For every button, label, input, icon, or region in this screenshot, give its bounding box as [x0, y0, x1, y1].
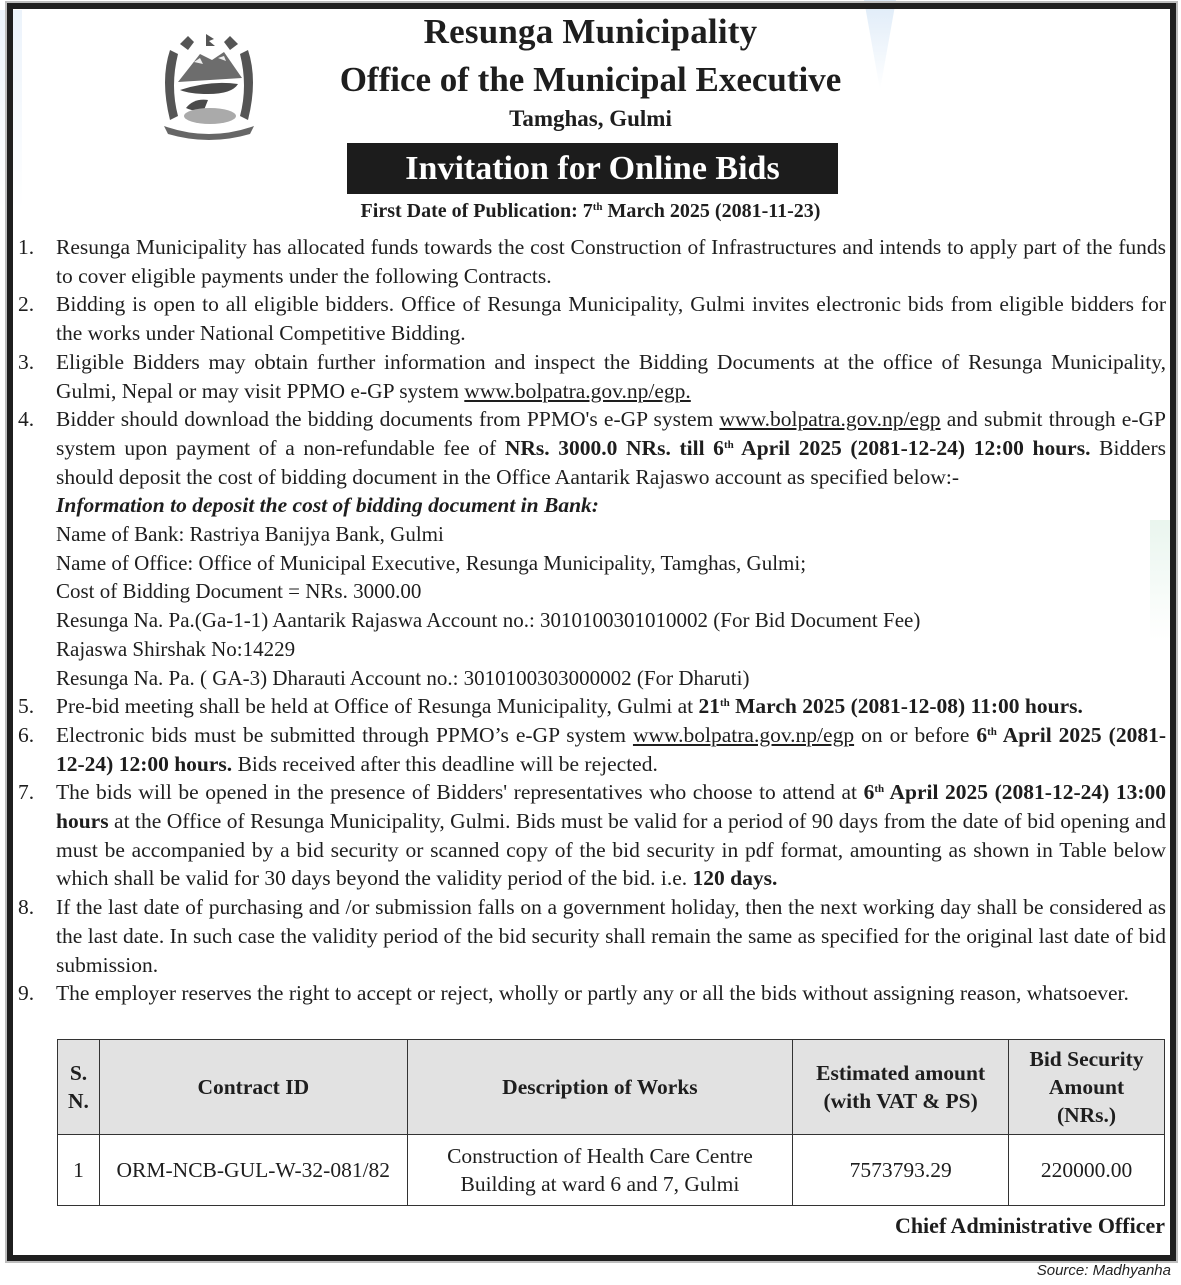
- organization-name: Resunga Municipality: [423, 12, 758, 51]
- opening-date-part: April 2025 (2081-12-24) 13:00 hours: [56, 780, 1166, 834]
- header-text: Amount: [1048, 1075, 1125, 1099]
- column-header-description: Description of Works: [407, 1040, 793, 1135]
- column-header-estimate: [793, 1040, 1009, 1135]
- egp-link[interactable]: www.bolpatra.gov.np/egp: [632, 722, 855, 747]
- item-number: 1.: [18, 235, 35, 259]
- opening-date-part: 6: [863, 780, 875, 805]
- egp-link[interactable]: www.bolpatra.gov.np/egp: [719, 407, 941, 432]
- egp-link[interactable]: www.bolpatra.gov.np/egp.: [464, 378, 691, 403]
- list-item: [18, 405, 1166, 491]
- source-credit: Source: Madhyanha: [1036, 1262, 1171, 1279]
- bank-info-heading: Information to deposit the cost of bidding document in Bank:: [56, 493, 599, 518]
- item-text-part: and submit through e-GP system upon payment of a non-refundable fee of: [56, 407, 1166, 460]
- item-text-part: The bids will be opened in the presence of Bidders' representatives who choose to attend at: [56, 780, 864, 805]
- validity-days: 120 days.: [692, 866, 778, 891]
- item-text-part: Bidder should download the bidding documents from PPMO's e-GP system: [56, 407, 720, 432]
- description-line: Construction of Health Care Centre: [447, 1144, 753, 1168]
- ordinal-sup: th: [723, 438, 734, 451]
- revenue-account: Resunga Na. Pa.(Ga-1-1) Aantarik Rajaswa Account no.: 3010100301010002 (For Bid Document Fee): [56, 608, 921, 633]
- signatory-title: Chief Administrative Officer: [894, 1213, 1165, 1238]
- cell-sn: 1: [58, 1135, 100, 1206]
- header-text: (with VAT & PS): [823, 1089, 978, 1113]
- list-item: [18, 979, 1166, 1008]
- table-header-row: [58, 1040, 1165, 1135]
- fee-deadline-part: April 2025 (2081-12-24) 12:00 hours.: [733, 435, 1091, 460]
- item-text-part: Bids received after this deadline will be rejected.: [232, 751, 658, 776]
- item-text: Bidding is open to all eligible bidders. Office of Resunga Municipality, Gulmi invites electronic bids from eligible bidders for the works under National Competitive Bidding.: [56, 292, 1166, 346]
- item-text: The employer reserves the right to accept or reject, wholly or partly any or all the bids without assigning reason, whatsoever.: [56, 981, 1129, 1006]
- office-location: Tamghas, Gulmi: [509, 106, 672, 131]
- submission-deadline-part: April 2025 (2081-12-24) 12:00 hours.: [56, 722, 1166, 776]
- publication-date-rest: March 2025 (2081-11-23): [602, 200, 821, 222]
- item-text-part: Electronic bids must be submitted through PPMO’s e-GP system: [56, 722, 633, 747]
- header-text: Estimated amount: [816, 1061, 986, 1085]
- item-number: 5.: [18, 694, 35, 719]
- office-name-line: Name of Office: Office of Municipal Executive, Resunga Municipality, Tamghas, Gulmi;: [56, 550, 807, 575]
- list-item: [18, 893, 1166, 979]
- publication-date-sup: th: [592, 201, 603, 213]
- ordinal-sup: th: [987, 725, 997, 738]
- item-text-part: Pre-bid meeting shall be held at Office of Resunga Municipality, Gulmi at: [56, 694, 699, 719]
- list-item: [18, 290, 1166, 347]
- item-text: [56, 778, 1166, 893]
- table-row: [58, 1135, 1165, 1206]
- item-number: 7.: [18, 780, 35, 805]
- header-text: Bid Security: [1029, 1047, 1144, 1071]
- cell-contract-id: ORM-NCB-GUL-W-32-081/82: [99, 1135, 407, 1206]
- prebid-date: [698, 694, 1082, 718]
- item-text: [56, 692, 1166, 721]
- item-number: 3.: [18, 349, 35, 374]
- header-text: N.: [68, 1089, 89, 1113]
- column-header-contract-id: Contract ID: [99, 1040, 407, 1135]
- prebid-date-part: March 2025 (2081-12-08) 11:00 hours.: [729, 694, 1083, 719]
- list-item: [18, 778, 1166, 893]
- item-text-part: Bidders should deposit the cost of bidding document in the Office Aantarik Rajaswo account as specified below:-: [56, 435, 1166, 489]
- submission-deadline-part: 6: [976, 722, 988, 747]
- description-line: Building at ward 6 and 7, Gulmi: [460, 1172, 740, 1196]
- prebid-date-part: 21: [698, 694, 720, 719]
- header-text: S.: [69, 1061, 88, 1085]
- office-name: Office of the Municipal Executive: [339, 60, 842, 99]
- header-text: (NRs.): [1056, 1103, 1117, 1127]
- document-cost: Cost of Bidding Document = NRs. 3000.00: [56, 579, 422, 604]
- fee-deadline: [505, 436, 1091, 460]
- revenue-heading-number: Rajaswa Shirshak No:14229: [56, 636, 296, 661]
- contracts-table: [57, 1039, 1165, 1206]
- cell-estimate: 7573793.29: [793, 1135, 1009, 1206]
- item-text: [56, 405, 1166, 491]
- list-item: [18, 721, 1166, 778]
- list-item: [18, 692, 1166, 721]
- column-header-bid-security: [1009, 1040, 1165, 1135]
- notice-body: [18, 233, 1166, 1008]
- cell-description: [407, 1135, 793, 1206]
- item-text: [56, 721, 1166, 778]
- item-text-part: Eligible Bidders may obtain further information and inspect the Bidding Documents at the office of Resunga Municipality, Gulmi, Nepal or may visit PPMO e-GP system: [56, 349, 1166, 403]
- cell-bid-security: 220000.00: [1009, 1135, 1165, 1206]
- item-number: 2.: [18, 292, 35, 317]
- list-item: [18, 348, 1166, 405]
- deposit-account: Resunga Na. Pa. ( GA-3) Dharauti Account no.: 3010100303000002 (For Dharuti): [56, 665, 750, 690]
- column-header-sn: [58, 1040, 100, 1135]
- notice-title-banner: Invitation for Online Bids: [347, 143, 838, 194]
- list-item: [18, 233, 1166, 290]
- publication-date: [0, 200, 1181, 223]
- item-number: 4.: [18, 407, 35, 432]
- ordinal-sup: th: [874, 783, 885, 796]
- item-number: 8.: [18, 895, 35, 920]
- item-text-part: at the Office of Resunga Municipality, Gulmi. Bids must be valid for a period of 90 days from the date of bid opening and must be accompanied by a bid security or scanned copy of the bid security in pdf format, amounting as shown in Table below which shall be valid for 30 days beyond the validity period of the bid. i.e.: [56, 809, 1166, 891]
- item-text: [56, 348, 1166, 405]
- bank-name: Name of Bank: Rastriya Banijya Bank, Gulmi: [56, 522, 444, 547]
- publication-date-prefix: First Date of Publication: 7: [360, 200, 593, 222]
- item-text: Resunga Municipality has allocated funds towards the cost Construction of Infrastructures and intends to apply part of the funds to cover eligible payments under the following Contracts.: [56, 235, 1166, 288]
- ordinal-sup: th: [719, 697, 730, 710]
- item-text-part: on or before: [854, 722, 977, 747]
- item-number: 9.: [18, 981, 35, 1006]
- item-text: If the last date of purchasing and /or submission falls on a government holiday, then the next working day shall be considered as the last date. In such case the validity period of the bid security shall remain the same as specified for the original last date of bid submission.: [56, 895, 1166, 977]
- item-number: 6.: [18, 722, 35, 747]
- fee-deadline-part: NRs. 3000.0 NRs. till 6: [504, 435, 724, 460]
